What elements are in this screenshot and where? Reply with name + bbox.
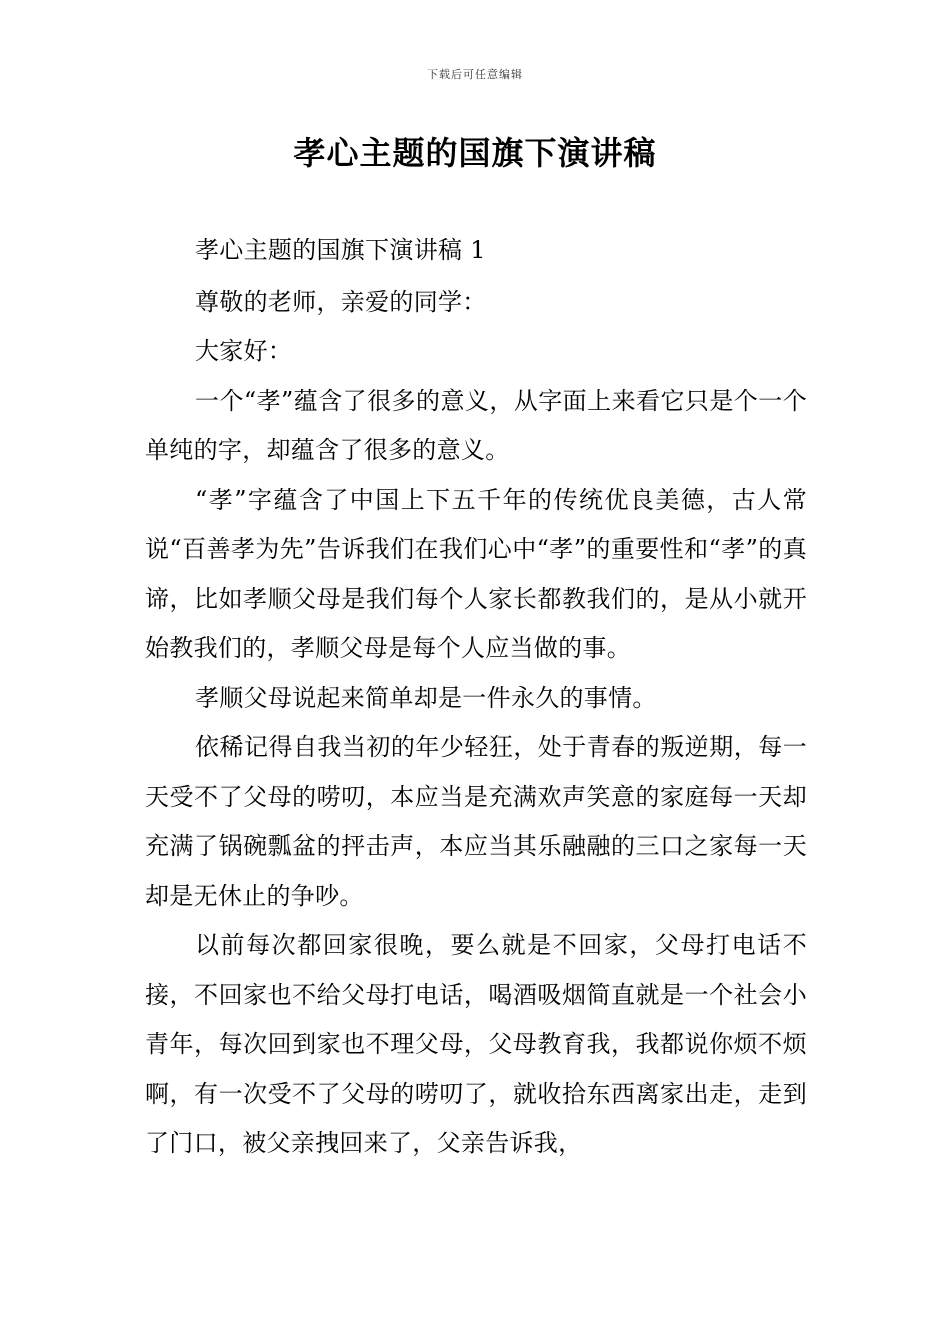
header-note: 下载后可任意编辑 xyxy=(427,68,523,81)
salutation: 尊敬的老师，亲爱的同学： xyxy=(195,287,487,316)
section-subtitle: 孝心主题的国旗下演讲稿 1 xyxy=(195,236,486,264)
greeting: 大家好： xyxy=(195,337,293,365)
body-paragraph: 以前每次都回家很晚，要么就是不回家，父母打电话不接，不回家也不给父母打电话，喝酒吸烟简直就是一个社会小青年，每次回到家也不理父母，父母教育我，我都说你烦不烦啊，有一次受不了父母的唠叨了，就收拾东西离家出走，走到了门口，被父亲拽回来了，父亲告诉我， xyxy=(145,931,807,1157)
body-paragraph: 一个“孝”蕴含了很多的意义，从字面上来看它只是个一个单纯的字，却蕴含了很多的意义。 xyxy=(145,386,807,464)
document-body xyxy=(145,226,807,1169)
document-title: 孝心主题的国旗下演讲稿 xyxy=(293,134,657,172)
body-paragraph: “孝”字蕴含了中国上下五千年的传统优良美德，古人常说“百善孝为先”告诉我们在我们心中“孝”的重要性和“孝”的真谛，比如孝顺父母是我们每个人家长都教我们的，是从小就开始教我们的，孝顺父母是每个人应当做的事。 xyxy=(145,485,807,662)
body-paragraph: 依稀记得自我当初的年少轻狂，处于青春的叛逆期，每一天受不了父母的唠叨，本应当是充满欢声笑意的家庭每一天却充满了锅碗瓢盆的抨击声，本应当其乐融融的三口之家每一天却是无休止的争吵。 xyxy=(145,733,807,910)
body-paragraph: 孝顺父母说起来简单却是一件永久的事情。 xyxy=(195,683,657,712)
